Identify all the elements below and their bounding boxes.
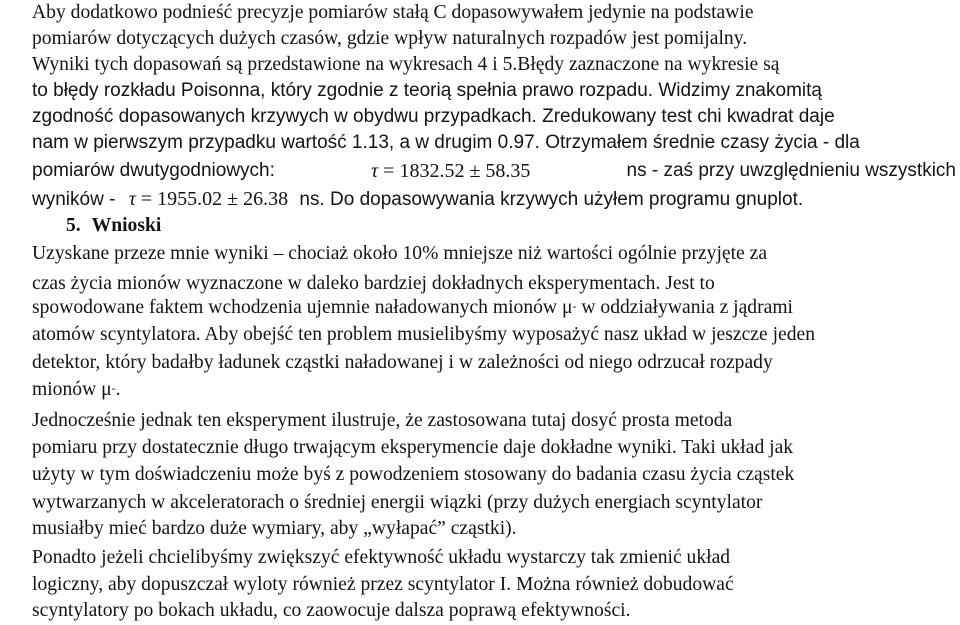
text-span: Wyniki tych dopasowań są przedstawione na wykresach 4 i 5.Błędy zaznaczone na wykresie są [32, 54, 780, 75]
text-span: musiałby mieć bardzo duże wymiary, aby „wyłapać” cząstki). [32, 518, 517, 539]
text-span: nam w pierwszym przypadku wartość 1.13, a w drugim 0.97. Otrzymałem średnie czasy życia - dla [32, 132, 860, 153]
text-span: Ponadto jeżeli chcielibyśmy zwiększyć efektywność układu wystarczy tak zmienić układ [32, 547, 731, 568]
text-line [32, 78, 956, 104]
text-line [32, 295, 956, 321]
section-number: 5. [66, 215, 81, 236]
text-span: spowodowane faktem wchodzenia ujemnie naładowanych mionów μ [32, 297, 573, 318]
text-line [32, 104, 956, 130]
text-line [32, 408, 956, 434]
tau-formula-all [129, 188, 288, 210]
superscript: - [572, 299, 577, 313]
text-span: scyntylatory po bokach układu, co zaowocuje dalsza poprawą efektywności. [32, 600, 631, 621]
text-line [32, 435, 956, 461]
text-line [32, 271, 956, 297]
text-span: mionów μ [32, 379, 112, 400]
text-line [32, 130, 956, 156]
text-line [32, 52, 956, 78]
text-span: pomiaru przy dostatecznie długo trwającym eksperymencie daje dokładne wyniki. Taki układ jak [32, 437, 794, 458]
text-line [32, 545, 956, 571]
text-line [32, 350, 956, 376]
tau-formula-two-week [371, 158, 530, 184]
text-line [32, 462, 956, 488]
text-span: atomów scyntylatora. Aby obejść ten problem musielibyśmy wyposażyć nasz układ w jeszcze jeden [32, 324, 815, 345]
text-line [32, 572, 956, 598]
text-span: to błędy rozkładu Poisonna, który zgodnie z teorią spełnia prawo rozpadu. Widzimy znakomitą [32, 80, 822, 101]
tau-symbol: τ [128, 188, 136, 210]
text-line [32, 241, 956, 267]
text-line [32, 186, 956, 212]
text-span: pomiarów dwutygodniowych: [32, 160, 275, 181]
text-line [32, 516, 956, 542]
text-span: w oddziaływania z jądrami [576, 297, 794, 318]
text-span: ns. Do dopasowywania krzywych użyłem programu gnuplot. [299, 189, 804, 210]
text-span: detektor, który badałby ładunek cząstki naładowanej i w zależności od niego odrzucał rozpady [32, 352, 773, 373]
text-span: ns - zaś przy uwzględnieniu wszystkich [626, 160, 956, 181]
tau-symbol: τ [371, 160, 379, 182]
text-span: pomiarów dotyczących dużych czasów, gdzie wpływ naturalnych rozpadów jest pomijalny. [32, 28, 748, 49]
text-line [32, 598, 956, 624]
text-span: Jednocześnie jednak ten eksperyment ilustruje, że zastosowana tutaj dosyć prosta metoda [32, 410, 733, 431]
formula-value: = 1832.52 ± 58.35 [378, 160, 531, 182]
text-line [32, 377, 956, 403]
text-span: Aby dodatkowo podnieść precyzje pomiarów stałą C dopasowywałem jedynie na podstawie [32, 2, 754, 23]
text-span: wyników - [32, 189, 116, 210]
text-line [32, 158, 956, 184]
formula-value: = 1955.02 ± 26.38 [135, 188, 289, 210]
text-span: wytwarzanych w akceleratorach o średniej energii wiązki (przy dużych energiach scyntylator [32, 492, 763, 513]
text-line [32, 490, 956, 516]
text-span: Uzyskane przeze mnie wyniki – chociaż około 10% mniejsze niż wartości ogólnie przyjęte za [32, 243, 768, 264]
text-line [32, 322, 956, 348]
text-span: zgodność dopasowanych krzywych w obydwu przypadkach. Zredukowany test chi kwadrat daje [32, 106, 835, 127]
text-span: użyty w tym doświadczeniu może byś z powodzeniem stosowany do badania czasu życia cząstek [32, 464, 795, 485]
section-heading [66, 213, 366, 239]
text-span: czas życia mionów wyznaczone w daleko bardziej dokładnych eksperymentach. Jest to [32, 273, 715, 294]
text-span: . [115, 379, 121, 400]
text-line [32, 26, 956, 52]
superscript: - [111, 381, 116, 395]
section-title: Wnioski [91, 215, 162, 236]
text-span: logiczny, aby dopuszczał wyloty również przez scyntylator I. Można również dobudować [32, 574, 734, 595]
text-line [32, 0, 956, 26]
